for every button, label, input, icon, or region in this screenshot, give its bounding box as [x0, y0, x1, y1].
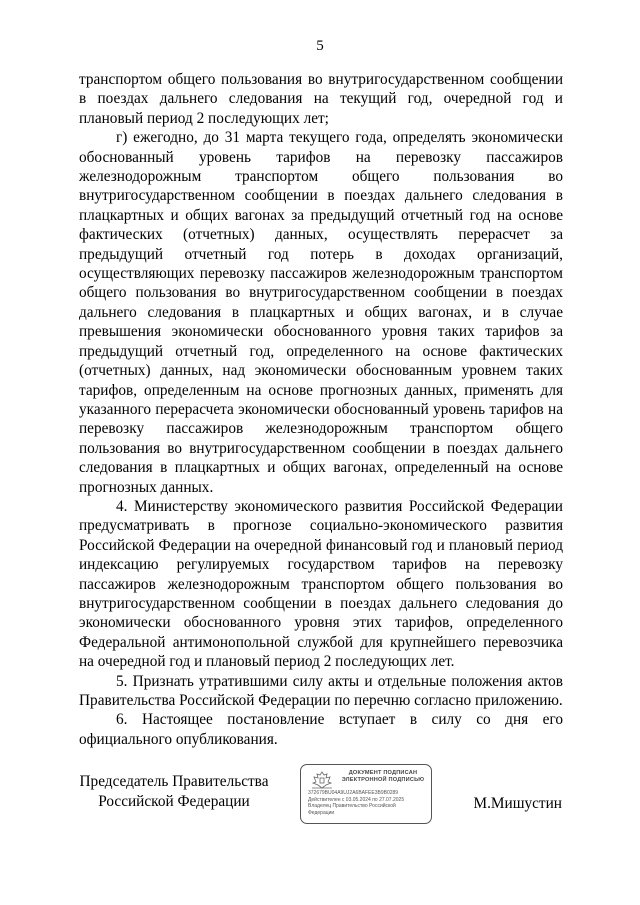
page-number: 5	[316, 38, 324, 54]
stamp-title	[339, 770, 427, 784]
signatory-title-line2: Российской Федерации	[98, 793, 250, 810]
signatory-title	[79, 772, 269, 812]
stamp-owner-line2: Федерации	[308, 809, 335, 816]
paragraph-item-5: 5. Признать утратившими силу акты и отдельные положения актов Правительства Российской Федерации по перечню согласно приложению.	[79, 672, 563, 709]
signatory-title-line1: Председатель Правительства	[79, 773, 269, 790]
paragraph-item-g: г) ежегодно, до 31 марта текущего года, определять экономически обоснованный уровень тарифов на перевозку пассажиров железнодорожным транспортом общего пользования во внутригосударственном сообщении в поездах дальнего следования в плацкартных и общих вагонах за предыдущий отчетный год на основе фактических (отчетных) данных, осуществлять перерасчет за предыдущий отчетный год потерь в доходах организаций, осуществляющих перевозку пассажиров железнодорожным транспортом общего пользования во внутригосударственном сообщении в поездах дальнего следования в плацкартных и общих вагонах, и в случае превышения экономически обоснованного уровня таких тарифов за предыдущий отчетный год, определенного на основе фактических (отчетных) данных, над экономически обоснованным уровнем таких тарифов, определенным на основе прогнозных данных, применять для указанного перерасчета экономически обоснованный уровень тарифов на перевозку пассажиров железнодорожным транспортом общего пользования во внутригосударственном сообщении в поездах дальнего следования в плацкартных и общих вагонах, определенный на основе прогнозных данных.	[79, 129, 563, 496]
signature-block	[0, 772, 640, 832]
coat-of-arms-icon	[309, 770, 335, 790]
signatory-name: М.Мишустин	[473, 795, 562, 812]
paragraph-continuation: транспортом общего пользования во внутригосударственном сообщении в поездах дальнего следования на текущий год, очередной год и плановый период 2 последующих лет;	[79, 71, 563, 127]
document-body	[79, 70, 563, 749]
stamp-title-line1: ДОКУМЕНТ ПОДПИСАН	[348, 770, 418, 776]
paragraph-item-4: 4. Министерству экономического развития Российской Федерации предусматривать в прогнозе социально-экономического развития Российской Федерации на очередной финансовый год и плановый период индексацию регулируемых государством тарифов на перевозку пассажиров железнодорожным транспортом общего пользования во внутригосударственном сообщении в поездах дальнего следования до экономически обоснованного уровня этих тарифов, определенного Федеральной антимонопольной службой для крупнейшего перевозчика на очередной год и плановый период 2 последующих лет.	[79, 497, 563, 671]
stamp-owner-line1: Владелец Правительство Российской	[308, 803, 396, 810]
paragraph-item-6: 6. Настоящее постановление вступает в силу со дня его официального опубликования.	[79, 711, 563, 748]
stamp-title-line2: ЭЛЕКТРОННОЙ ПОДПИСЬЮ	[341, 777, 425, 783]
stamp-certificate: 372679BU04A9UJ2A6BAFEE3B9B0289	[308, 790, 399, 796]
stamp-validity: Действителен с 03.05.2024 по 27.07.2025	[308, 796, 405, 803]
stamp-details	[308, 790, 430, 816]
electronic-signature-stamp	[300, 764, 432, 824]
